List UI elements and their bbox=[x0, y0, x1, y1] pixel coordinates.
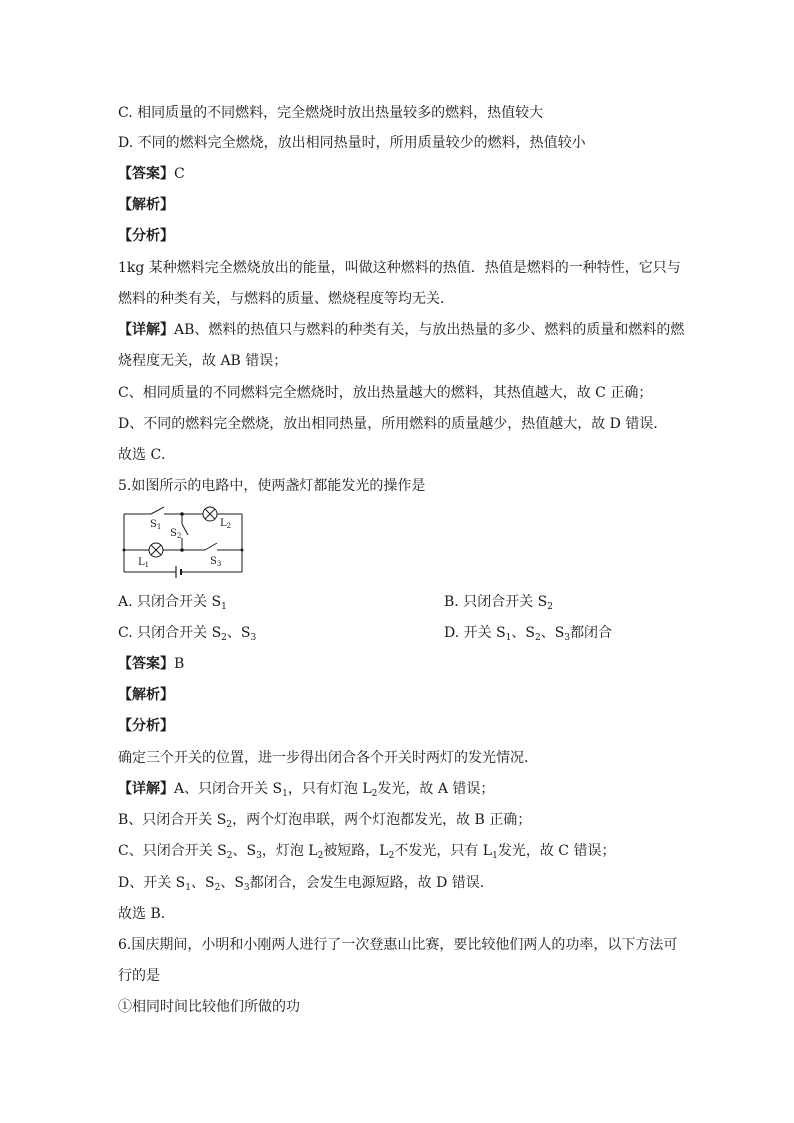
jiexi-heading: 【解析】 bbox=[118, 687, 174, 703]
analysis-line: 1kg 某种燃料完全燃烧放出的能量，叫做这种燃料的热值．热值是燃料的一种特性，它只与 bbox=[118, 260, 681, 276]
detail-line: C、相同质量的不同燃料完全燃烧时，放出热量越大的燃料，其热值越大，故 C 正确； bbox=[118, 385, 653, 401]
fenxi-heading: 【分析】 bbox=[118, 718, 174, 734]
q5-option-c: C. 只闭合开关 $S_2$、$S_3$ bbox=[118, 625, 257, 643]
answer-value: C bbox=[174, 166, 185, 182]
fenxi-heading: 【分析】 bbox=[118, 228, 174, 244]
conclusion: 故选 C． bbox=[118, 447, 176, 463]
option-c: C. 相同质量的不同燃料，完全燃烧时放出热量较多的燃料，热值较大 bbox=[118, 105, 544, 121]
circuit-diagram bbox=[118, 500, 248, 582]
analysis-line: 确定三个开关的位置，进一步得出闭合各个开关时两灯的发光情况． bbox=[118, 750, 538, 766]
jiexi-heading: 【解析】 bbox=[118, 197, 174, 213]
answer-value: B bbox=[174, 656, 185, 672]
answer-line bbox=[118, 655, 184, 673]
option-d: D. 不同的燃料完全燃烧，放出相同热量时，所用质量较少的燃料，热值较小 bbox=[118, 135, 586, 151]
q5-option-a: A. 只闭合开关 $S_1$ bbox=[118, 594, 227, 612]
detail-line: 【详解】A、只闭合开关 $S_1$，只有灯泡 $L_2$发光，故 A 错误； bbox=[118, 781, 495, 799]
detail-tag: 【详解】 bbox=[118, 322, 174, 338]
answer-tag: 【答案】 bbox=[118, 166, 174, 182]
analysis-line: 燃料的种类有关，与燃料的质量、燃烧程度等均无关． bbox=[118, 291, 454, 307]
label-l1: $L_1$ bbox=[138, 557, 150, 569]
detail-line bbox=[118, 321, 684, 339]
switch-s1 bbox=[151, 507, 164, 514]
label-s1: $S_1$ bbox=[150, 519, 162, 531]
q6-item-1: ①相同时间比较他们所做的功 bbox=[118, 999, 300, 1015]
switch-s2 bbox=[182, 524, 188, 535]
answer-tag: 【答案】 bbox=[118, 656, 174, 672]
switch-s3 bbox=[205, 543, 217, 550]
label-s3: $S_3$ bbox=[210, 556, 222, 568]
label-l2: $L_2$ bbox=[220, 518, 232, 530]
conclusion: 故选 B． bbox=[118, 906, 175, 922]
question-5: 5.如图所示的电路中，使两盏灯都能发光的操作是 bbox=[118, 478, 426, 494]
detail-line: C、只闭合开关 $S_2$、$S_3$，灯泡 $L_2$被短路，$L_2$不发光，只有 $L_1$发光，故 C 错误； bbox=[118, 843, 616, 861]
detail-line: D、不同的燃料完全燃烧，放出相同热量，所用燃料的质量越少，热值越大，故 D 错误． bbox=[118, 416, 668, 432]
question-6-cont: 行的是 bbox=[118, 968, 160, 984]
detail-text: AB、燃料的热值只与燃料的种类有关，与放出热量的多少、燃料的质量和燃料的燃 bbox=[174, 322, 685, 338]
detail-line: B、只闭合开关 $S_2$，两个灯泡串联，两个灯泡都发光，故 B 正确； bbox=[118, 812, 532, 830]
q5-option-b: B. 只闭合开关 $S_2$ bbox=[444, 594, 553, 612]
detail-line: 烧程度无关，故 AB 错误； bbox=[118, 353, 288, 369]
detail-line: D、开关 $S_1$、$S_2$、$S_3$都闭合，会发生电源短路，故 D 错误． bbox=[118, 875, 494, 893]
question-6: 6.国庆期间，小明和小刚两人进行了一次登惠山比赛，要比较他们两人的功率，以下方法可 bbox=[118, 937, 678, 953]
answer-line bbox=[118, 165, 185, 183]
label-s2: $S_2$ bbox=[170, 528, 182, 540]
q5-option-d: D. 开关 $S_1$、$S_2$、$S_3$都闭合 bbox=[444, 625, 613, 643]
